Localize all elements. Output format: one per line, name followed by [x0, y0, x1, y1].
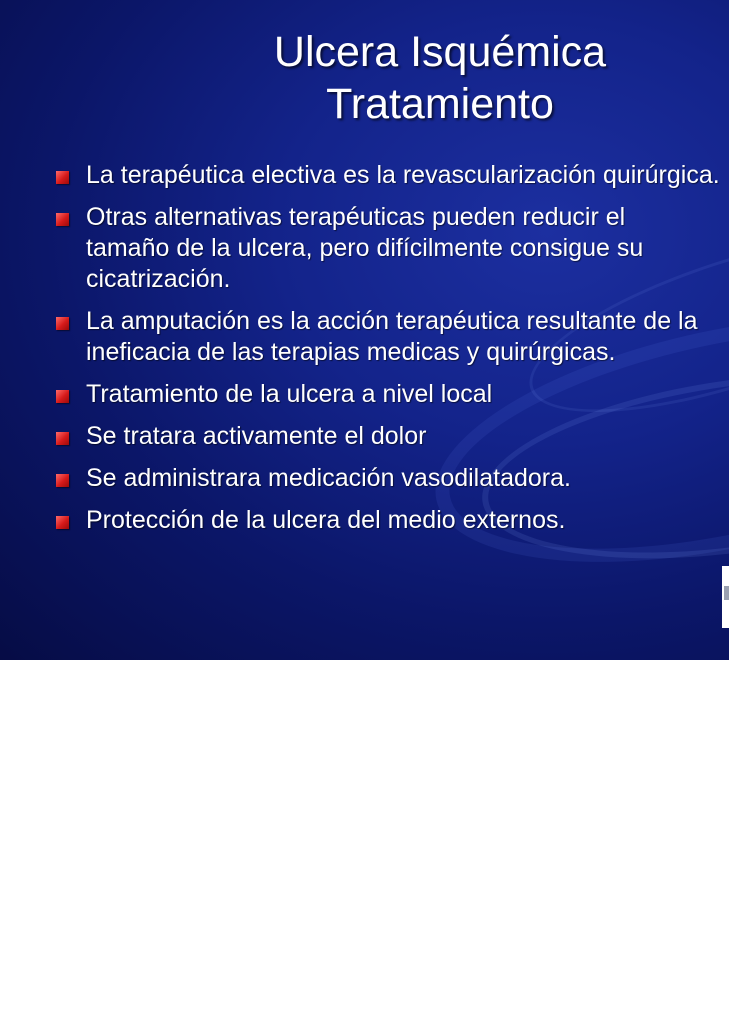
- bullet-text: [86, 306, 729, 368]
- bullet-square-icon: [56, 474, 69, 487]
- bullet-item: [0, 202, 729, 295]
- bullet-text: [86, 379, 729, 410]
- bullet-text: [86, 202, 729, 295]
- bullet-item: [0, 160, 729, 191]
- bullet-square-icon: [56, 390, 69, 403]
- bullet-line: La terapéutica electiva es la revascularización quirúrgica.: [86, 161, 720, 189]
- bullet-list: [0, 160, 729, 547]
- bullet-line: Tratamiento de la ulcera a nivel local: [86, 380, 493, 408]
- bullet-item: [0, 379, 729, 410]
- bullet-line: Protección de la ulcera del medio externos.: [86, 506, 566, 534]
- bullet-item: [0, 505, 729, 536]
- bullet-square-icon: [56, 516, 69, 529]
- bullet-text: [86, 505, 729, 536]
- slide-title-line-2: Tratamiento: [326, 80, 554, 128]
- bullet-item: [0, 421, 729, 452]
- slide-title: [0, 26, 729, 130]
- bullet-square-icon: [56, 171, 69, 184]
- logo-fragment-icon: [722, 566, 729, 628]
- bullet-line: Se tratara activamente el dolor: [86, 422, 427, 450]
- bullet-text: [86, 463, 729, 494]
- bullet-line: Otras alternativas terapéuticas pueden reducir el: [86, 203, 626, 231]
- bullet-text: [86, 421, 729, 452]
- bullet-line: cicatrización.: [86, 265, 231, 293]
- bullet-item: [0, 463, 729, 494]
- bullet-square-icon: [56, 432, 69, 445]
- bullet-text: [86, 160, 729, 191]
- bullet-line: tamaño de la ulcera, pero difícilmente consigue su: [86, 234, 644, 262]
- slide-title-line-1: Ulcera Isquémica: [273, 28, 607, 76]
- bullet-square-icon: [56, 317, 69, 330]
- bullet-square-icon: [56, 213, 69, 226]
- bullet-item: [0, 306, 729, 368]
- bullet-line: ineficacia de las terapias medicas y quirúrgicas.: [86, 338, 616, 366]
- bullet-line: Se administrara medicación vasodilatadora.: [86, 464, 571, 492]
- bullet-line: La amputación es la acción terapéutica resultante de la: [86, 307, 698, 335]
